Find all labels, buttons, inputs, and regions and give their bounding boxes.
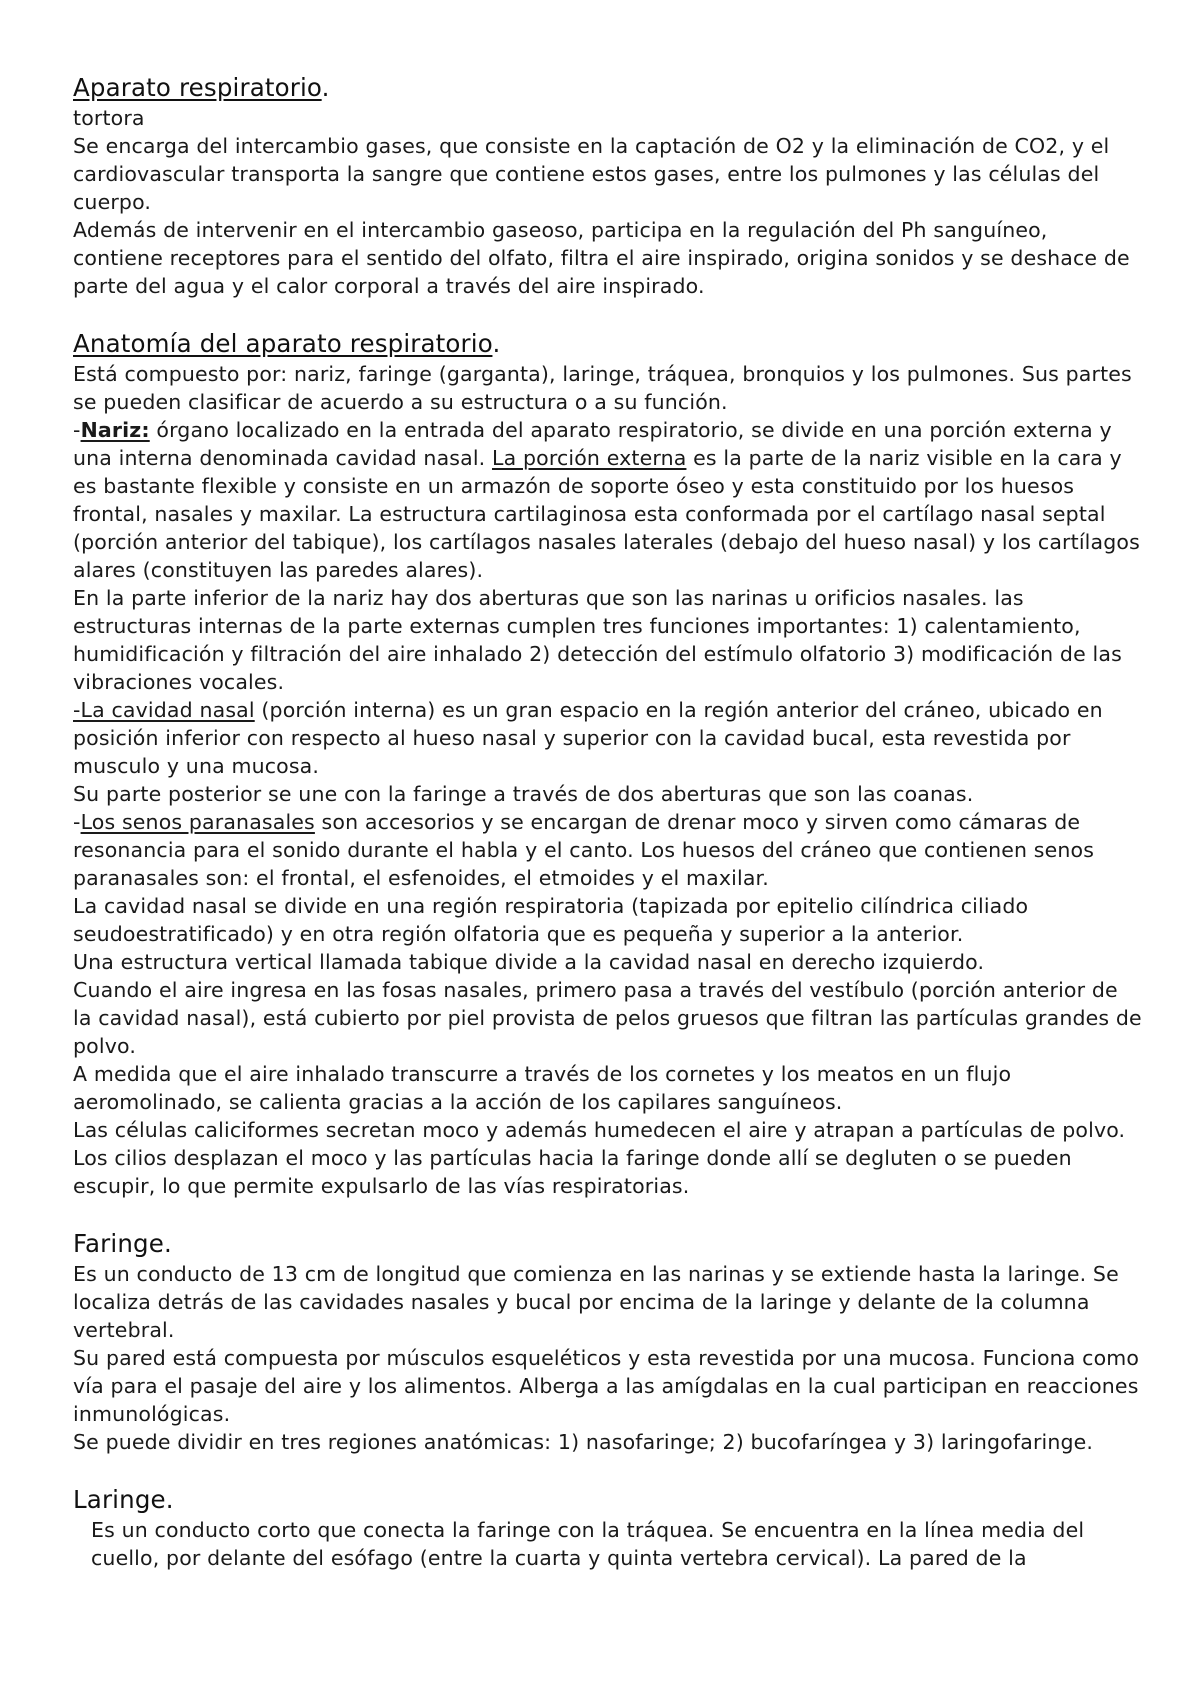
paragraph: Las células caliciformes secretan moco y además humedecen el aire y atrapan a partículas de polvo. Los cilios desplazan el moco y las partículas hacia la faringe donde allí se degluten o se pueden escupir, lo que permite expulsarlo de las vías respiratorias.: [73, 1118, 1126, 1198]
dash: -: [73, 418, 81, 442]
heading-suffix: .: [165, 1485, 174, 1514]
dash: -: [73, 810, 81, 834]
paragraph: Una estructura vertical llamada tabique divide a la cavidad nasal en derecho izquierdo.: [73, 950, 985, 974]
paragraph: Está compuesto por: nariz, faringe (garganta), laringe, tráquea, bronquios y los pulmones. Sus partes se pueden clasificar de acuerdo a su estructura o a su función.: [73, 362, 1132, 414]
term-senos-paranasales: Los senos paranasales: [80, 810, 315, 834]
section-gap: [73, 300, 1143, 328]
heading-text: Anatomía del aparato respiratorio: [73, 329, 493, 358]
text-run: (porción interna) es un gran espacio en la región anterior del cráneo, ubicado en posición inferior con respecto al hueso nasal y superior con la cavidad bucal, esta revestida por musculo y una mucosa.: [73, 698, 1103, 778]
document-page: [73, 72, 1143, 1572]
text-run: es la parte de la nariz visible en la cara y es bastante flexible y consiste en un armazón de soporte óseo y esta constituido por los huesos frontal, nasales y maxilar. La estructura cartilaginosa esta conformada por el cartílago nasal septal (porción anterior del tabique), los cartílagos nasales laterales (debajo del hueso nasal) y los cartílagos alares (constituyen las paredes alares).: [73, 446, 1140, 582]
paragraph: Su parte posterior se une con la faringe a través de dos aberturas que son las coanas.: [73, 782, 974, 806]
paragraph: En la parte inferior de la nariz hay dos aberturas que son las narinas u orificios nasales. las estructuras internas de la parte externas cumplen tres funciones importantes: 1) calentamiento, humidificación y filtración del aire inhalado 2) detección del estímulo olfatorio 3) modificación de las vibraciones vocales.: [73, 586, 1122, 694]
heading-anatomia: [73, 328, 1143, 360]
paragraph: Es un conducto de 13 cm de longitud que comienza en las narinas y se extiende hasta la laringe. Se localiza detrás de las cavidades nasales y bucal por encima de la laringe y delante de la columna vertebral.: [73, 1262, 1119, 1342]
heading-aparato-respiratorio: [73, 72, 1143, 104]
paragraph-senos: [73, 808, 1143, 892]
heading-text: Laringe: [73, 1485, 166, 1514]
section-gap: [73, 1456, 1143, 1484]
section-gap: [73, 1200, 1143, 1228]
paragraph: Cuando el aire ingresa en las fosas nasales, primero pasa a través del vestíbulo (porción anterior de la cavidad nasal), está cubierto por piel provista de pelos gruesos que filtran las partículas grandes de polvo.: [73, 978, 1142, 1058]
heading-text: Faringe: [73, 1229, 164, 1258]
term-cavidad-nasal: -La cavidad nasal: [73, 698, 255, 722]
paragraph: A medida que el aire inhalado transcurre a través de los cornetes y los meatos en un flujo aeromolinado, se calienta gracias a la acción de los capilares sanguíneos.: [73, 1062, 1012, 1114]
source-note: tortora: [73, 106, 145, 130]
paragraph: Se puede dividir en tres regiones anatómicas: 1) nasofaringe; 2) bucofaríngea y 3) laringofaringe.: [73, 1430, 1094, 1454]
paragraph: Se encarga del intercambio gases, que consiste en la captación de O2 y la eliminación de CO2, y el cardiovascular transporta la sangre que contiene estos gases, entre los pulmones y las células del cuerpo.: [73, 134, 1110, 214]
paragraph: Su pared está compuesta por músculos esqueléticos y esta revestida por una mucosa. Funciona como vía para el pasaje del aire y los alimentos. Alberga a las amígdalas en la cual participan en reacciones inmunológicas.: [73, 1346, 1140, 1426]
paragraph: La cavidad nasal se divide en una región respiratoria (tapizada por epitelio cilíndrica ciliado seudoestratificado) y en otra región olfatoria que es pequeña y superior a la anterior.: [73, 894, 1029, 946]
text-run: son accesorios y se encargan de drenar moco y sirven como cámaras de resonancia para el sonido durante el habla y el canto. Los huesos del cráneo que contienen senos paranasales son: el frontal, el esfenoides, el etmoides y el maxilar.: [73, 810, 1095, 890]
heading-suffix: .: [321, 73, 330, 102]
heading-faringe: [73, 1228, 1143, 1260]
heading-suffix: .: [163, 1229, 172, 1258]
term-nariz: Nariz:: [80, 418, 150, 442]
text-run: órgano localizado en la entrada del aparato respiratorio, se divide en una porción externa y una interna denominada cavidad nasal.: [73, 418, 1112, 470]
heading-text: Aparato respiratorio: [73, 73, 322, 102]
heading-laringe: [73, 1484, 1143, 1516]
paragraph-cavidad: [73, 696, 1143, 780]
paragraph: Es un conducto corto que conecta la faringe con la tráquea. Se encuentra en la línea media del cuello, por delante del esófago (entre la cuarta y quinta vertebra cervical). La pared de la: [91, 1518, 1085, 1570]
term-porcion-externa: La porción externa: [492, 446, 687, 470]
paragraph: Además de intervenir en el intercambio gaseoso, participa en la regulación del Ph sanguíneo, contiene receptores para el sentido del olfato, filtra el aire inspirado, origina sonidos y se deshace de parte del agua y el calor corporal a través del aire inspirado.: [73, 218, 1130, 298]
heading-suffix: .: [492, 329, 501, 358]
paragraph-nariz: [73, 416, 1143, 584]
